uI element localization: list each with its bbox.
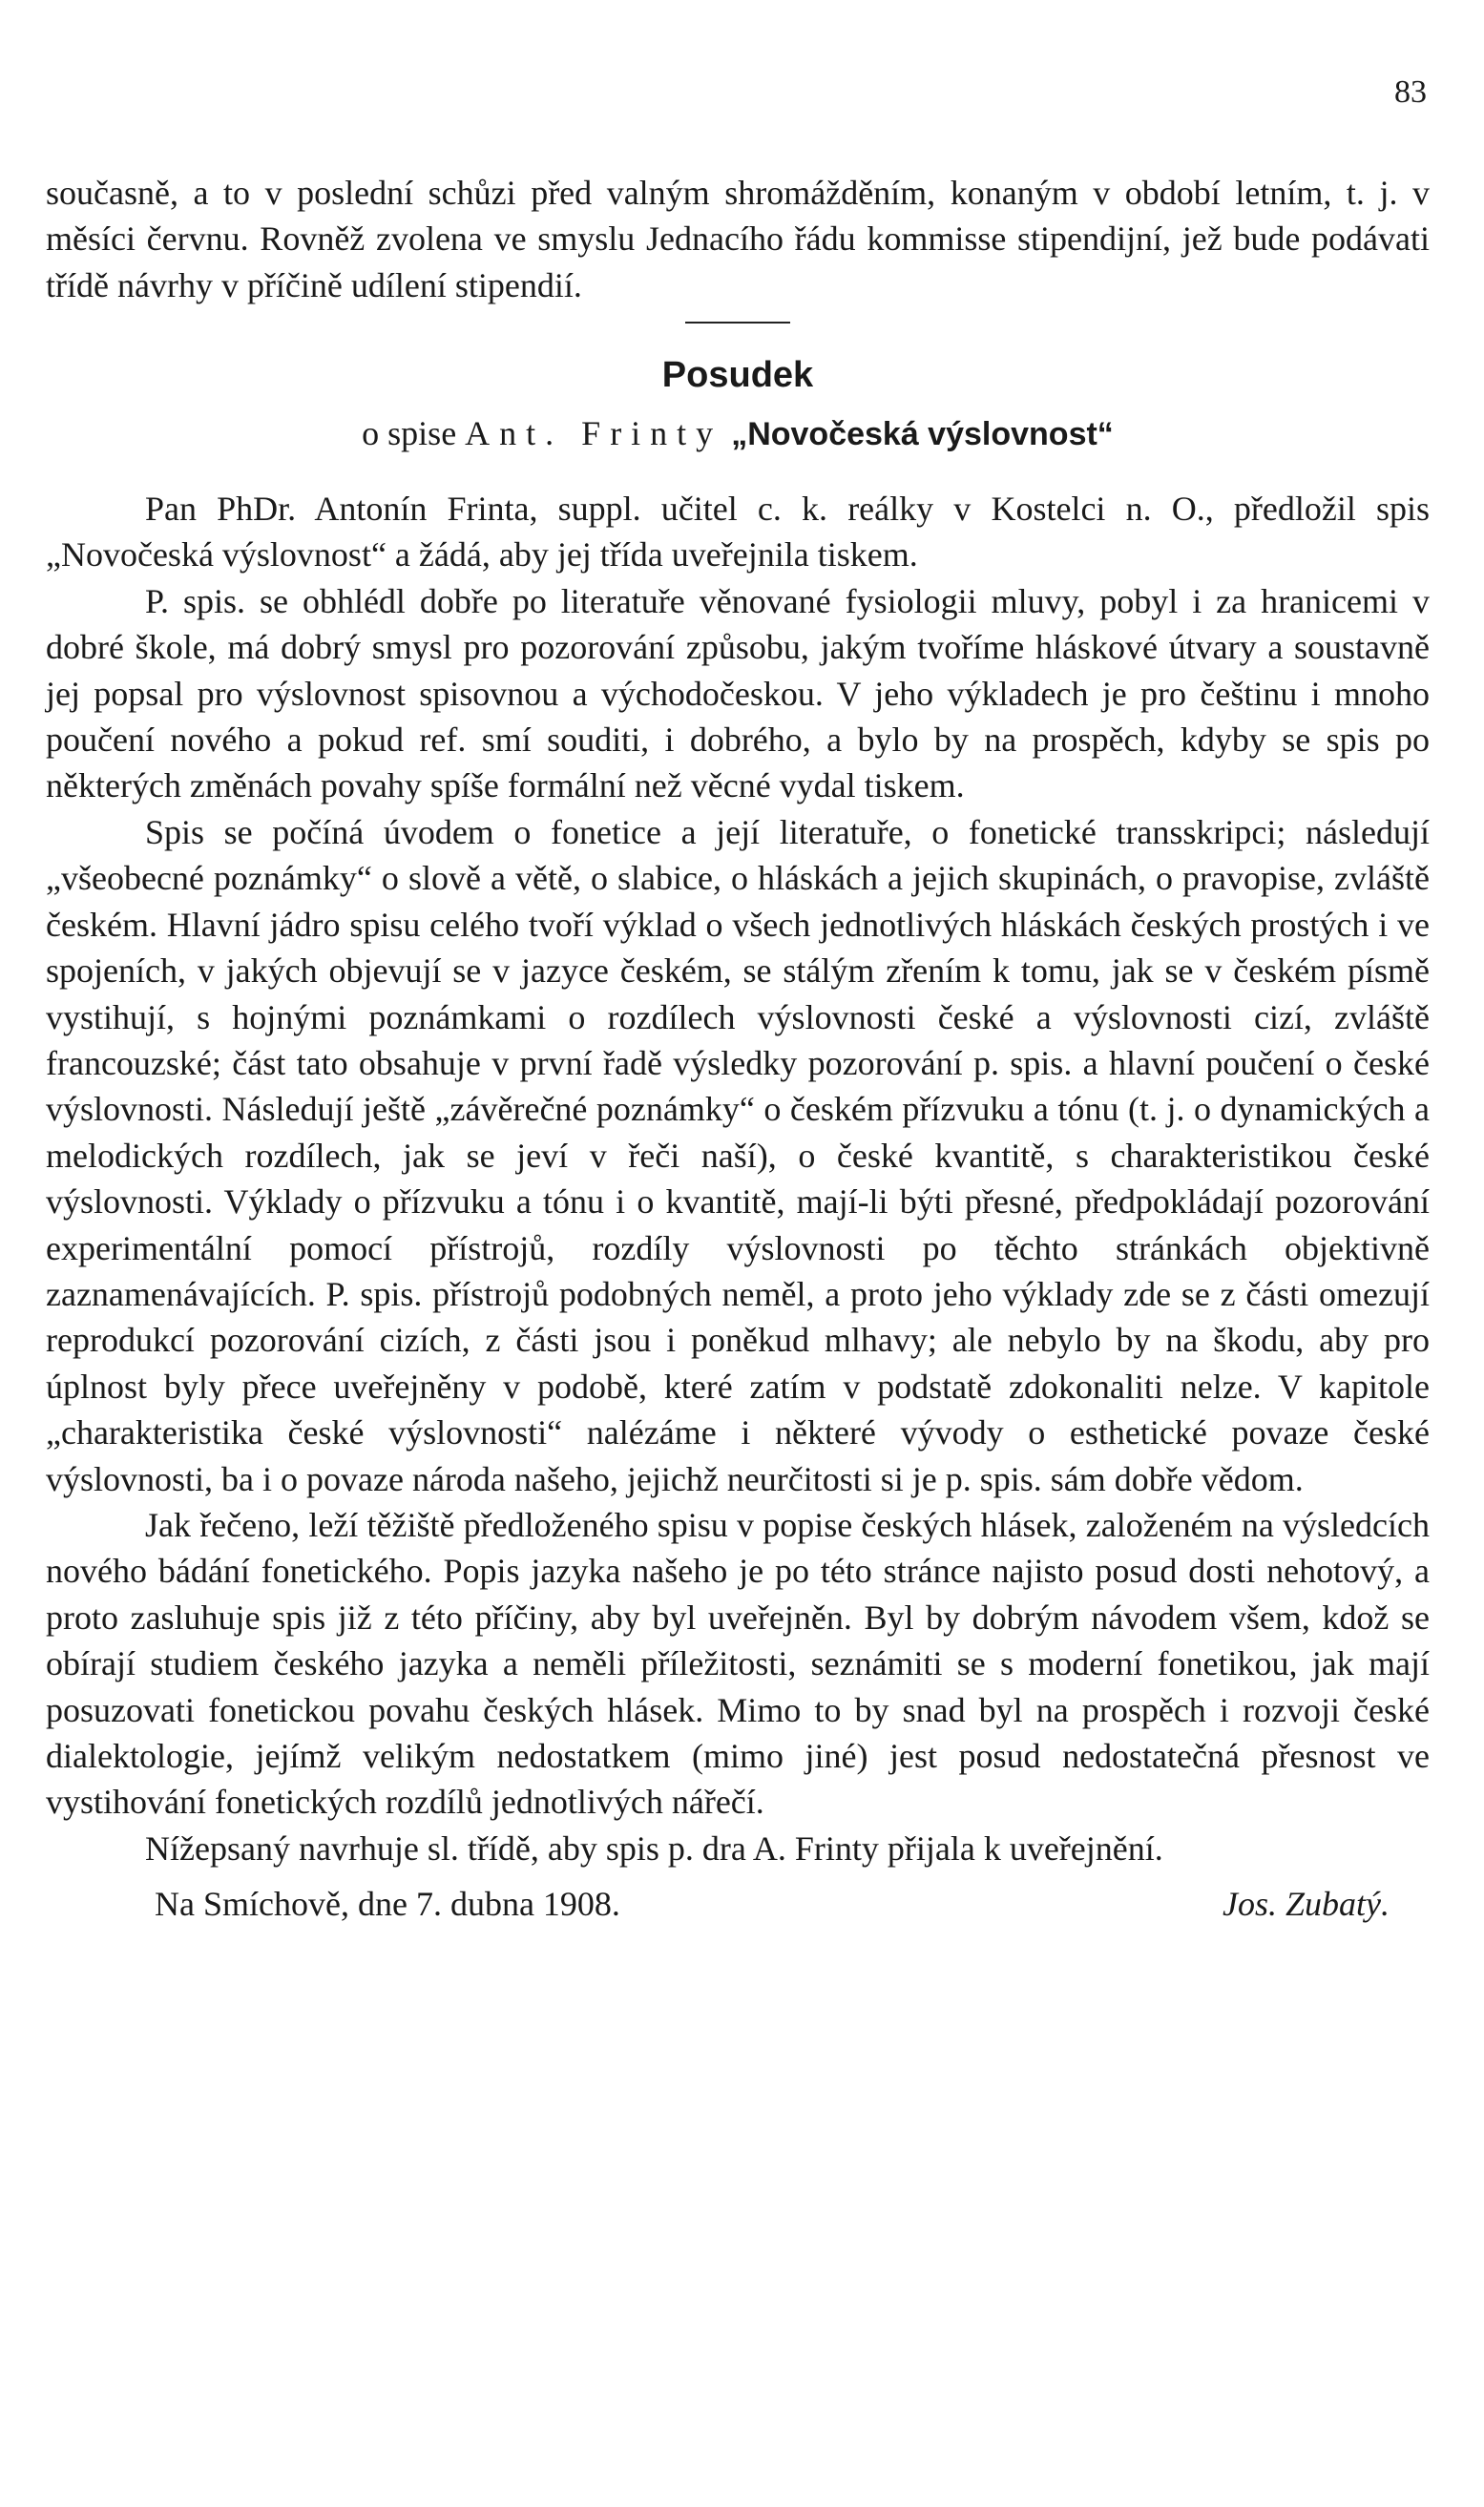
intro-paragraph: současně, a to v poslední schůzi před valným shromážděním, konaným v období letním, t. j. v měsíci červnu. Rovněž zvolena ve smyslu Jednacího řádu kommisse stipendijní, jež bude podávati třídě návrhy v příčině udílení stipendií. (46, 174, 1430, 304)
page-number: 83 (1394, 74, 1427, 110)
body-paragraph: Nížepsaný navrhuje sl. třídě, aby spis p. dra A. Frinty přijala k uveřejnění. (145, 1828, 1163, 1868)
section-divider (685, 322, 790, 324)
review-title: Posudek (661, 355, 814, 396)
body-paragraph: P. spis. se obhlédl dobře po literatuře věnované fysiologii mluvy, pobyl i za hranicemi v dobré škole, má dobrý smysl pro pozorování způsobu, jakým tvoříme hláskové útvary a soustavně jej popsal pro výslovnost spisovnou a východočeskou. V jeho výkladech je pro češtinu i mnoho poučení nového a pokud ref. smí souditi, i dobrého, a bylo by na prospěch, kdyby se spis po některých změnách povahy spíše formální než věcné vydal tiskem. (46, 581, 1430, 805)
review-subtitle (46, 410, 1430, 457)
author-name: Ant. Frinty (465, 413, 723, 452)
body-paragraph: Jak řečeno, leží těžiště předloženého spisu v popise českých hlásek, založeném na výsledcích nového bádání fonetického. Popis jazyka našeho je po této stránce najisto posud dosti nehotový, a proto zasluhuje spis již z této příčiny, aby byl uveřejněn. Byl by dobrým návodem všem, kdož se obírají studiem českého jazyka a neměli příležitosti, seznámiti se s moderní fonetikou, jak mají posuzovati fonetickou povahu českých hlásek. Mimo to by snad byl na prospěch i rozvoji české dialektologie, jejímž velikým nedostatkem (mimo jiné) jest posud nedostatečná přesnost ve vystihování fonetických rozdílů jednotlivých nářečí. (46, 1505, 1430, 1822)
page-content (46, 170, 1430, 1928)
place-date: Na Smíchově, dne 7. dubna 1908. (155, 1885, 620, 1924)
closing-line (46, 1881, 1430, 1927)
body-paragraph: Spis se počíná úvodem o fonetice a její literatuře, o fonetické transskripci; následují „všeobecné poznámky“ o slově a větě, o slabice, o hláskách a jejich skupinách, o pravopise, zvláště českém. Hlavní jádro spisu celého tvoří výklad o všech jednotlivých hláskách českých prostých i ve spojeních, v jakých objevují se v jazyce českém, se stálým zřením k tomu, jak se v českém písmě vystihují, s hojnými poznámkami o rozdílech výslovnosti české a výslovnosti cizí, zvláště francouzské; část tato obsahuje v první řadě výsledky pozorování p. spis. a hlavní poučení o české výslovnosti. Následují ještě „závěrečné poznámky“ o českém přízvuku a tónu (t. j. o dynamických a melodických rozdílech, jak se jeví v řeči naší), o české kvantitě, s charakteristikou české výslovnosti. Výklady o přízvuku a tónu i o kvantitě, mají-li býti přesné, předpokládají pozorování experimentální pomocí přístrojů, rozdíly výslovnosti po těchto stránkách objektivně zaznamenávajících. P. spis. přístrojů podobných neměl, a proto jeho výklady zde se z části omezují reprodukcí pozorování cizích, z části jsou i poněkud mlhavy; ale nebylo by na škodu, aby pro úplnost byly přece uveřejněny v podobě, které zatím v podstatě zdokonaliti nelze. V kapitole „charakteristika české výslovnosti“ nalézáme i některé vývody o esthetické povaze české výslovnosti, ba i o povaze národa našeho, jejichž neurčitosti si je p. spis. sám dobře vědom. (46, 812, 1430, 1498)
book-title: „Novočeská výslovnost“ (731, 415, 1114, 452)
body-paragraph: Pan PhDr. Antonín Frinta, suppl. učitel c. k. reálky v Kostelci n. O., předložil spis „Novočeská výslovnost“ a žádá, aby jej třída uveřejnila tiskem. (46, 490, 1430, 575)
signature: Jos. Zubatý. (1223, 1885, 1390, 1924)
subtitle-prefix: o spise (362, 413, 457, 452)
